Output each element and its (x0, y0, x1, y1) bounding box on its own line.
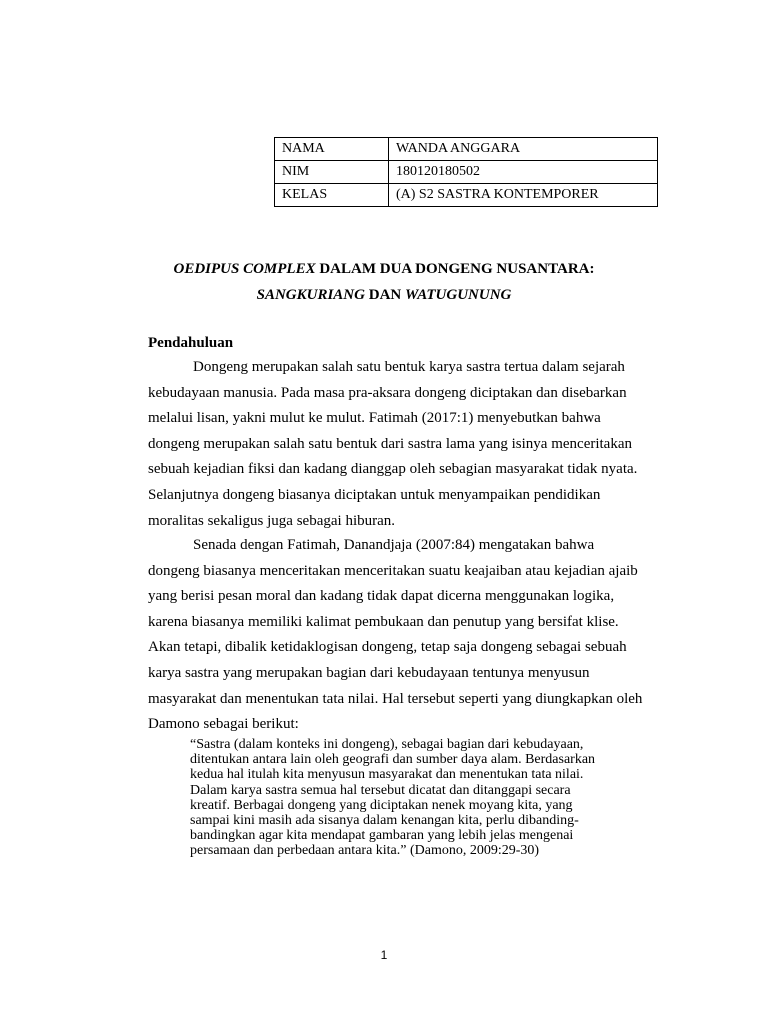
text-line: Dongeng merupakan salah satu bentuk karya sastra tertua dalam sejarah (193, 359, 625, 375)
quote-line: Dalam karya sastra semua hal tersebut dicatat dan ditanggapi secara (190, 782, 571, 798)
table-cell-value: WANDA ANGGARA (389, 138, 658, 161)
text-line: Senada dengan Fatimah, Danandjaja (2007:84) mengatakan bahwa (193, 537, 595, 553)
paragraph-2 (148, 533, 668, 738)
section-heading: Pendahuluan (148, 335, 234, 351)
text-line: Akan tetapi, dibalik ketidaklogisan dongeng, tetap saja dongeng sebagai sebuah (148, 639, 627, 656)
quote-line: bandingkan agar kita mendapat gambaran yang lebih jelas mengenai (190, 828, 574, 844)
document-title-line-1 (0, 260, 768, 278)
title-text: DAN (364, 287, 405, 303)
table-cell-key: KELAS (275, 184, 389, 207)
title-italic-term: SANGKURIANG (256, 287, 365, 303)
text-line: sebuah kejadian fiksi dan kadang dianggap oleh sebagian masyarakat tidak nyata. (148, 461, 638, 478)
document-title-line-2 (0, 286, 768, 304)
text-line: dongeng merupakan salah satu bentuk dari sastra lama yang isinya menceritakan (148, 435, 632, 452)
text-line: dongeng biasanya menceritakan menceritakan suatu keajaiban atau kejadian ajaib (148, 562, 638, 579)
student-info-table (274, 137, 658, 207)
title-text: DALAM DUA DONGENG NUSANTARA: (315, 261, 595, 277)
quote-line: kreatif. Berbagai dongeng yang diciptakan nenek moyang kita, yang (190, 797, 573, 813)
text-line: karena biasanya memiliki kalimat pembukaan dan penutup yang bersifat klise. (148, 613, 619, 630)
table-row (275, 184, 658, 207)
table-row (275, 161, 658, 184)
quote-line: persamaan dan perbedaan antara kita.” (Damono, 2009:29-30) (190, 843, 540, 859)
text-line: karya sastra yang merupakan bagian dari kebudayaan tentunya menyusun (148, 664, 590, 681)
text-line: moralitas sekaligus juga sebagai hiburan. (148, 512, 396, 529)
table-cell-key: NAMA (275, 138, 389, 161)
quote-line: “Sastra (dalam konteks ini dongeng), sebagai bagian dari kebudayaan, (190, 737, 584, 752)
title-italic-term: WATUGUNUNG (404, 287, 512, 303)
page-number: 1 (380, 948, 388, 962)
block-quote (190, 737, 650, 859)
text-line: Damono sebagai berikut: (148, 716, 299, 733)
quote-line: kedua hal itulah kita menyusun masyarakat dan menentukan tata nilai. (190, 767, 584, 783)
paragraph-1 (148, 355, 668, 534)
table-cell-value: 180120180502 (389, 161, 658, 184)
quote-line: ditentukan antara lain oleh geografi dan sumber daya alam. Berdasarkan (190, 752, 596, 768)
table-cell-value: (A) S2 SASTRA KONTEMPORER (389, 184, 658, 207)
quote-line: sampai kini masih ada sisanya dalam kenangan kita, perlu dibanding- (190, 813, 579, 829)
title-italic-term: OEDIPUS COMPLEX (173, 261, 316, 277)
text-line: masyarakat dan menentukan tata nilai. Hal tersebut seperti yang diungkapkan oleh (148, 690, 643, 707)
text-line: melalui lisan, yakni mulut ke mulut. Fatimah (2017:1) menyebutkan bahwa (148, 410, 601, 427)
text-line: yang berisi pesan moral dan kadang tidak dapat dicerna menggunakan logika, (148, 588, 615, 605)
table-row (275, 138, 658, 161)
text-line: kebudayaan manusia. Pada masa pra-aksara dongeng diciptakan dan disebarkan (148, 384, 627, 401)
text-line: Selanjutnya dongeng biasanya diciptakan untuk menyampaikan pendidikan (148, 486, 601, 503)
table-cell-key: NIM (275, 161, 389, 184)
